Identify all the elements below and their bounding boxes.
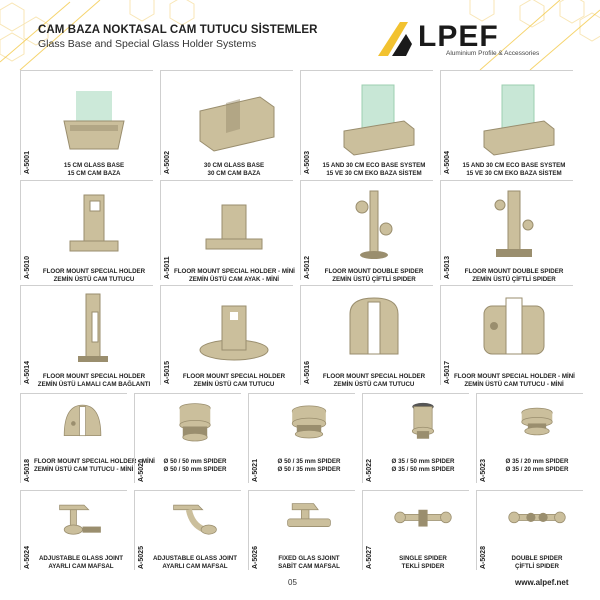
product-code: A-5014	[24, 361, 31, 384]
product-code: A-5012	[304, 256, 311, 279]
product-caption	[34, 373, 154, 389]
product-code: A-5020	[138, 459, 145, 482]
product-name-en: FLOOR MOUNT SPECIAL HOLDER - MİNİ	[174, 268, 295, 275]
product-name-en: Ø 35 / 20 mm SPIDER	[505, 458, 569, 465]
product-card	[160, 285, 300, 390]
product-caption	[490, 458, 584, 474]
product-caption	[376, 458, 470, 474]
product-caption	[34, 268, 154, 284]
product-name-tr: Ø 50 / 35 mm SPIDER	[277, 466, 341, 473]
round-spider-icon	[264, 399, 354, 454]
product-name-tr: ZEMİN ÜSTÜ ÇİFTLİ SPIDER	[472, 276, 556, 283]
product-code: A-5021	[252, 459, 259, 482]
product-caption	[34, 162, 154, 178]
product-card	[440, 70, 580, 180]
product-name-tr: Ø 50 / 50 mm SPIDER	[163, 466, 227, 473]
adjustable-joint-icon	[36, 496, 126, 551]
product-code: A-5025	[138, 546, 145, 569]
product-code: A-5028	[480, 546, 487, 569]
product-caption	[148, 555, 242, 571]
product-name-tr: 15 CM CAM BAZA	[67, 170, 121, 177]
double-spider-square-icon	[466, 186, 562, 264]
product-card	[362, 393, 476, 488]
product-card	[20, 180, 160, 285]
product-caption	[490, 555, 584, 571]
product-code: A-5017	[444, 361, 451, 384]
product-card	[134, 490, 248, 575]
product-caption	[174, 373, 294, 389]
product-caption	[314, 373, 434, 389]
single-spider-icon	[378, 496, 468, 551]
product-name-en: ADJUSTABLE GLASS JOINT	[38, 555, 124, 562]
product-code: A-5023	[480, 459, 487, 482]
product-card	[134, 393, 248, 488]
double-spider-post-icon	[326, 186, 422, 264]
product-name-tr: SABİT CAM MAFSAL	[278, 563, 340, 570]
product-caption	[314, 268, 434, 284]
product-card	[300, 285, 440, 390]
d-clamp-icon	[326, 291, 422, 369]
alpef-logo-icon	[378, 22, 422, 56]
product-name-tr: 15 VE 30 CM EKO BAZA SİSTEM	[326, 170, 422, 177]
floor-mount-mini-icon	[186, 186, 282, 264]
brand-tagline: Aluminium Profile & Accessories	[446, 50, 540, 57]
product-name-tr: 15 VE 30 CM EKO BAZA SİSTEM	[466, 170, 562, 177]
product-code: A-5003	[304, 151, 311, 174]
product-name-en: 15 AND 30 CM ECO BASE SYSTEM	[322, 162, 426, 169]
product-name-en: SINGLE SPIDER	[399, 555, 447, 562]
product-caption	[454, 268, 574, 284]
product-name-tr: 30 CM CAM BAZA	[207, 170, 261, 177]
product-caption	[454, 162, 574, 178]
brand-logo	[378, 22, 578, 62]
product-card	[20, 490, 134, 575]
glass-base-profile-icon	[186, 76, 282, 158]
product-name-tr: AYARLI CAM MAFSAL	[162, 563, 228, 570]
double-spider-icon	[492, 496, 582, 551]
page-subtitle: Glass Base and Special Glass Holder Systems	[38, 38, 257, 50]
product-card	[160, 70, 300, 180]
product-code: A-5016	[304, 361, 311, 384]
floor-mount-holder-icon	[46, 186, 142, 264]
product-card	[362, 490, 476, 575]
product-code: A-5002	[164, 151, 171, 174]
round-spider-narrow-icon	[378, 399, 468, 454]
product-caption	[314, 162, 434, 178]
product-name-en: Ø 50 / 50 mm SPIDER	[163, 458, 227, 465]
product-name-en: 30 CM GLASS BASE	[203, 162, 265, 169]
product-code: A-5027	[366, 546, 373, 569]
product-caption	[454, 373, 574, 389]
website-url: www.alpef.net	[515, 578, 569, 587]
product-name-en: FLOOR MOUNT DOUBLE SPIDER	[324, 268, 424, 275]
product-name-tr: ZEMİN ÜSTÜ ÇİFTLİ SPIDER	[332, 276, 416, 283]
product-name-en: FLOOR MOUNT SPECIAL HOLDER	[42, 373, 146, 380]
product-name-tr: ZEMİN ÜSTÜ CAM TUTUCU - MİNİ	[34, 466, 134, 473]
product-code: A-5024	[24, 546, 31, 569]
product-name-en: Ø 50 / 35 mm SPIDER	[277, 458, 341, 465]
product-code: A-5010	[24, 256, 31, 279]
product-card	[20, 285, 160, 390]
product-name-en: FIXED GLAS SJOINT	[278, 555, 340, 562]
product-name-en: 15 AND 30 CM ECO BASE SYSTEM	[462, 162, 566, 169]
product-name-en: FLOOR MOUNT SPECIAL HOLDER	[322, 373, 426, 380]
product-code: A-5015	[164, 361, 171, 384]
product-name-tr: ZEMİN ÜSTÜ CAM TUTUCU	[193, 381, 275, 388]
product-caption	[262, 555, 356, 571]
product-caption	[174, 162, 294, 178]
product-code: A-5011	[164, 256, 171, 279]
product-name-en: FLOOR MOUNT SPECIAL HOLDER - MİNİ	[34, 458, 155, 465]
fixed-joint-icon	[264, 496, 354, 551]
product-caption	[148, 458, 242, 474]
product-card	[160, 180, 300, 285]
product-card	[300, 180, 440, 285]
product-name-tr: ZEMİN ÜSTÜ LAMALI CAM BAĞLANTI	[37, 381, 151, 388]
product-card	[248, 393, 362, 488]
page-number: 05	[288, 578, 297, 587]
product-name-en: DOUBLE SPIDER	[511, 555, 563, 562]
product-code: A-5026	[252, 546, 259, 569]
product-caption	[174, 268, 294, 284]
product-card	[476, 490, 590, 575]
product-code: A-5004	[444, 151, 451, 174]
product-code: A-5013	[444, 256, 451, 279]
product-name-tr: ZEMİN ÜSTÜ CAM TUTUCU	[53, 276, 135, 283]
round-base-holder-icon	[186, 291, 282, 369]
product-caption	[34, 555, 128, 571]
product-name-tr: Ø 35 / 20 mm SPIDER	[505, 466, 569, 473]
product-card	[300, 70, 440, 180]
product-name-en: 15 CM GLASS BASE	[63, 162, 125, 169]
square-clamp-icon	[466, 291, 562, 369]
page-title: CAM BAZA NOKTASAL CAM TUTUCU SİSTEMLER	[38, 24, 318, 36]
brand-name: LPEF	[418, 20, 499, 53]
adjustable-joint-arm-icon	[150, 496, 240, 551]
product-name-en: ADJUSTABLE GLASS JOINT	[152, 555, 238, 562]
product-name-tr: ZEMİN ÜSTÜ CAM AYAK - MİNİ	[188, 276, 280, 283]
product-name-en: FLOOR MOUNT DOUBLE SPIDER	[464, 268, 564, 275]
product-name-tr: ZEMİN ÜSTÜ CAM TUTUCU - MİNİ	[464, 381, 564, 388]
tall-post-holder-icon	[46, 291, 142, 369]
product-name-tr: ZEMİN ÜSTÜ CAM TUTUCU	[333, 381, 415, 388]
glass-base-short-icon	[46, 76, 142, 158]
product-card	[440, 180, 580, 285]
product-code: A-5022	[366, 459, 373, 482]
product-card	[476, 393, 590, 488]
product-code: A-5001	[24, 151, 31, 174]
product-name-en: FLOOR MOUNT SPECIAL HOLDER	[182, 373, 286, 380]
eco-base-glass-icon	[326, 76, 422, 158]
product-name-tr: TEKLİ SPIDER	[401, 563, 445, 570]
product-code: A-5018	[24, 459, 31, 482]
product-name-en: Ø 35 / 50 mm SPIDER	[391, 458, 455, 465]
round-spider-tall-icon	[150, 399, 240, 454]
product-card	[20, 70, 160, 180]
page-header	[0, 0, 600, 70]
product-name-tr: ÇİFTLİ SPIDER	[514, 563, 559, 570]
eco-base-glass-icon	[466, 76, 562, 158]
product-name-tr: Ø 35 / 50 mm SPIDER	[391, 466, 455, 473]
product-name-en: FLOOR MOUNT SPECIAL HOLDER	[42, 268, 146, 275]
product-caption	[262, 458, 356, 474]
dome-clamp-icon	[36, 399, 126, 454]
product-card	[440, 285, 580, 390]
product-card	[248, 490, 362, 575]
product-caption	[376, 555, 470, 571]
product-name-en: FLOOR MOUNT SPECIAL HOLDER - MİNİ	[454, 373, 575, 380]
product-name-tr: AYARLI CAM MAFSAL	[48, 563, 114, 570]
round-spider-flat-icon	[492, 399, 582, 454]
